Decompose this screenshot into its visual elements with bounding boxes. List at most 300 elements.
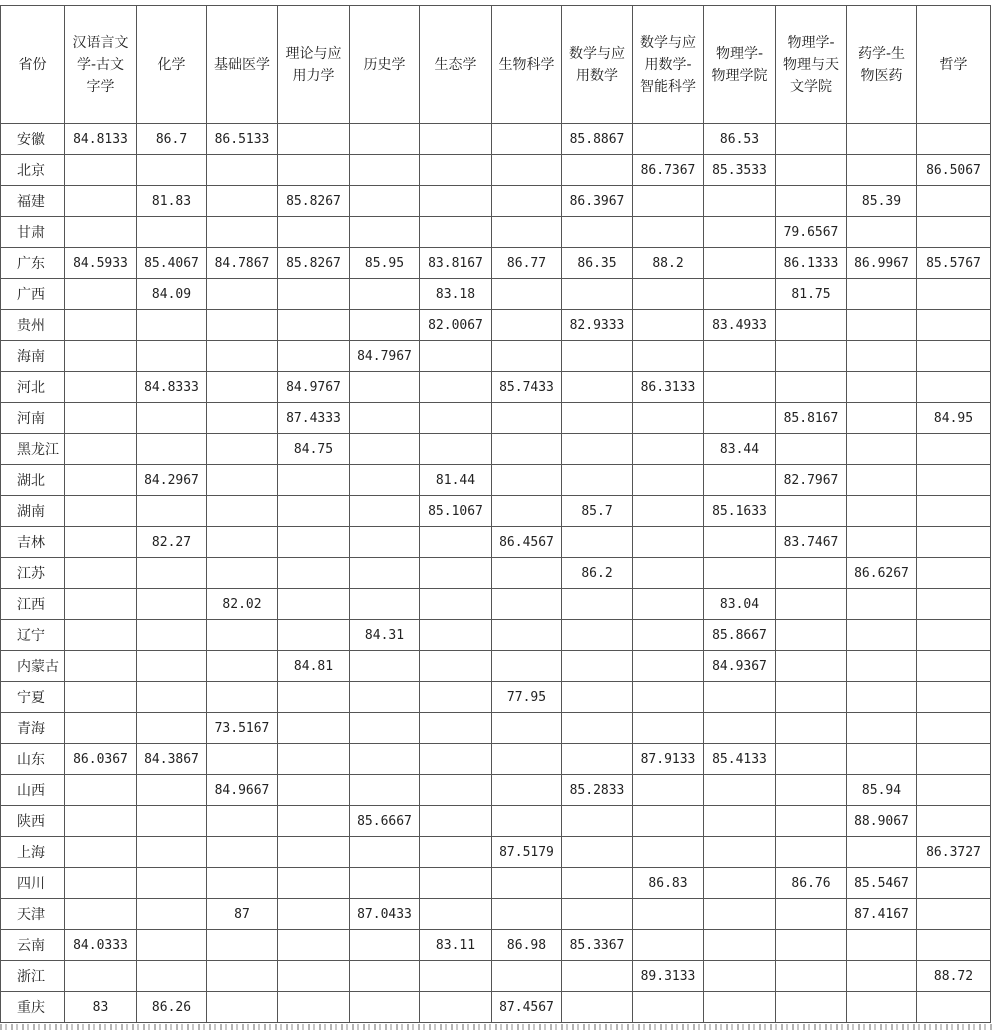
score-cell — [65, 341, 137, 372]
score-cell — [633, 620, 704, 651]
score-cell — [776, 558, 847, 589]
score-cell — [350, 434, 420, 465]
score-cell — [137, 899, 207, 930]
score-cell — [704, 682, 776, 713]
score-cell — [847, 465, 917, 496]
score-cell — [562, 713, 633, 744]
column-header: 物理学-物理学院 — [704, 6, 776, 124]
score-cell: 85.1067 — [420, 496, 492, 527]
score-cell — [704, 961, 776, 992]
score-cell — [65, 899, 137, 930]
score-cell — [704, 341, 776, 372]
score-cell — [420, 992, 492, 1023]
score-cell — [776, 124, 847, 155]
score-cell — [278, 713, 350, 744]
score-cell — [137, 341, 207, 372]
score-cell — [350, 217, 420, 248]
score-cell — [207, 868, 278, 899]
score-cell — [278, 124, 350, 155]
table-row — [1, 868, 991, 899]
score-cell — [633, 403, 704, 434]
score-cell — [207, 186, 278, 217]
score-cell — [847, 434, 917, 465]
score-cell — [847, 496, 917, 527]
score-cell — [350, 155, 420, 186]
score-cell — [207, 434, 278, 465]
score-cell — [137, 961, 207, 992]
score-cell — [65, 155, 137, 186]
score-cell — [420, 837, 492, 868]
score-cell — [847, 527, 917, 558]
score-cell — [847, 279, 917, 310]
score-cell — [704, 248, 776, 279]
score-cell — [350, 930, 420, 961]
score-cell — [847, 155, 917, 186]
province-cell: 福建 — [1, 186, 65, 217]
score-cell — [633, 930, 704, 961]
table-row — [1, 124, 991, 155]
score-cell — [492, 868, 562, 899]
score-cell — [704, 868, 776, 899]
score-cell — [633, 806, 704, 837]
column-header: 数学与应用数学-智能科学 — [633, 6, 704, 124]
score-cell — [65, 372, 137, 403]
score-cell — [350, 682, 420, 713]
table-row — [1, 279, 991, 310]
score-cell — [847, 372, 917, 403]
province-cell: 吉林 — [1, 527, 65, 558]
table-row — [1, 620, 991, 651]
table-row — [1, 310, 991, 341]
score-cell — [776, 620, 847, 651]
score-cell — [847, 744, 917, 775]
score-cell — [207, 558, 278, 589]
table-row — [1, 713, 991, 744]
score-cell — [917, 372, 991, 403]
score-cell — [65, 217, 137, 248]
score-cell: 83.44 — [704, 434, 776, 465]
score-cell: 82.9333 — [562, 310, 633, 341]
score-cell — [562, 155, 633, 186]
score-cell — [704, 837, 776, 868]
score-cell — [278, 837, 350, 868]
score-cell — [776, 930, 847, 961]
score-cell: 84.75 — [278, 434, 350, 465]
score-cell: 86.53 — [704, 124, 776, 155]
score-cell: 87 — [207, 899, 278, 930]
score-cell — [350, 496, 420, 527]
score-cell — [562, 806, 633, 837]
score-cell — [847, 403, 917, 434]
score-cell — [137, 496, 207, 527]
table-header — [1, 6, 991, 124]
score-cell — [492, 558, 562, 589]
score-cell — [65, 465, 137, 496]
score-cell — [65, 868, 137, 899]
score-cell: 81.83 — [137, 186, 207, 217]
score-cell — [633, 310, 704, 341]
score-cell — [704, 713, 776, 744]
score-cell: 82.7967 — [776, 465, 847, 496]
score-cell — [776, 434, 847, 465]
score-cell — [137, 217, 207, 248]
score-cell — [137, 713, 207, 744]
score-cell: 84.81 — [278, 651, 350, 682]
score-cell: 81.44 — [420, 465, 492, 496]
score-cell — [65, 527, 137, 558]
score-cell — [776, 744, 847, 775]
score-cell: 85.4133 — [704, 744, 776, 775]
province-cell: 广东 — [1, 248, 65, 279]
score-cell — [137, 682, 207, 713]
score-cell — [633, 186, 704, 217]
score-cell — [207, 961, 278, 992]
score-cell: 89.3133 — [633, 961, 704, 992]
score-cell — [207, 992, 278, 1023]
score-cell — [492, 186, 562, 217]
score-cell — [420, 558, 492, 589]
table-row — [1, 651, 991, 682]
score-cell — [704, 403, 776, 434]
score-cell — [420, 589, 492, 620]
score-cell: 85.7 — [562, 496, 633, 527]
score-cell: 86.76 — [776, 868, 847, 899]
score-cell — [207, 930, 278, 961]
score-cell — [278, 744, 350, 775]
score-cell — [420, 217, 492, 248]
score-cell — [207, 403, 278, 434]
score-cell: 87.4567 — [492, 992, 562, 1023]
score-cell — [562, 589, 633, 620]
score-cell — [207, 217, 278, 248]
score-cell: 83.8167 — [420, 248, 492, 279]
score-cell — [420, 713, 492, 744]
score-cell — [420, 341, 492, 372]
score-cell — [633, 899, 704, 930]
score-cell: 84.31 — [350, 620, 420, 651]
score-cell — [917, 775, 991, 806]
score-cell — [137, 930, 207, 961]
score-cell — [420, 868, 492, 899]
score-cell — [562, 620, 633, 651]
score-cell — [633, 496, 704, 527]
score-cell — [633, 527, 704, 558]
score-cell — [350, 310, 420, 341]
score-cell: 86.5133 — [207, 124, 278, 155]
score-cell: 73.5167 — [207, 713, 278, 744]
score-cell — [633, 341, 704, 372]
score-cell — [278, 279, 350, 310]
score-cell — [847, 217, 917, 248]
province-cell: 北京 — [1, 155, 65, 186]
score-cell — [350, 992, 420, 1023]
score-cell — [137, 806, 207, 837]
score-cell — [65, 403, 137, 434]
score-cell: 85.95 — [350, 248, 420, 279]
score-cell — [492, 620, 562, 651]
score-cell — [65, 434, 137, 465]
score-cell: 82.0067 — [420, 310, 492, 341]
score-cell — [492, 899, 562, 930]
score-cell: 88.72 — [917, 961, 991, 992]
score-cell — [420, 744, 492, 775]
province-cell: 四川 — [1, 868, 65, 899]
column-header: 生物科学 — [492, 6, 562, 124]
score-cell: 88.2 — [633, 248, 704, 279]
province-cell: 重庆 — [1, 992, 65, 1023]
column-header: 生态学 — [420, 6, 492, 124]
score-cell — [776, 961, 847, 992]
table-row — [1, 961, 991, 992]
score-cell — [917, 589, 991, 620]
score-cell: 84.09 — [137, 279, 207, 310]
score-cell: 86.9967 — [847, 248, 917, 279]
score-cell — [776, 806, 847, 837]
score-cell — [65, 651, 137, 682]
score-cell — [278, 558, 350, 589]
score-cell — [137, 837, 207, 868]
score-cell — [562, 434, 633, 465]
score-cell — [350, 651, 420, 682]
score-cell — [847, 961, 917, 992]
score-cell — [278, 589, 350, 620]
score-cell: 83.7467 — [776, 527, 847, 558]
score-cell — [633, 434, 704, 465]
score-cell — [633, 124, 704, 155]
score-cell — [278, 930, 350, 961]
table-row — [1, 496, 991, 527]
score-cell — [917, 651, 991, 682]
score-cell — [776, 372, 847, 403]
score-cell — [278, 992, 350, 1023]
score-cell — [917, 682, 991, 713]
score-cell — [350, 744, 420, 775]
score-cell: 84.7867 — [207, 248, 278, 279]
score-cell: 88.9067 — [847, 806, 917, 837]
score-cell — [278, 496, 350, 527]
score-cell: 81.75 — [776, 279, 847, 310]
score-cell — [420, 899, 492, 930]
score-cell — [633, 992, 704, 1023]
score-cell — [633, 651, 704, 682]
score-cell — [917, 341, 991, 372]
cropped-text-strip — [0, 1024, 994, 1030]
score-cell — [917, 279, 991, 310]
score-cell — [847, 589, 917, 620]
score-cell — [633, 217, 704, 248]
score-cell — [207, 496, 278, 527]
score-cell — [917, 496, 991, 527]
score-cell — [137, 620, 207, 651]
score-cell — [847, 930, 917, 961]
score-cell: 83.04 — [704, 589, 776, 620]
score-cell: 86.3967 — [562, 186, 633, 217]
table-row — [1, 589, 991, 620]
score-cell: 84.95 — [917, 403, 991, 434]
score-cell: 84.8133 — [65, 124, 137, 155]
province-cell: 山西 — [1, 775, 65, 806]
score-cell — [278, 527, 350, 558]
score-cell — [350, 868, 420, 899]
table-row — [1, 837, 991, 868]
score-cell — [137, 775, 207, 806]
score-cell — [492, 310, 562, 341]
score-cell — [492, 589, 562, 620]
score-cell: 83.4933 — [704, 310, 776, 341]
table-body — [1, 124, 991, 1023]
score-cell: 85.5767 — [917, 248, 991, 279]
score-cell: 85.2833 — [562, 775, 633, 806]
score-cell — [278, 310, 350, 341]
score-cell — [65, 496, 137, 527]
score-cell — [704, 806, 776, 837]
score-cell — [776, 837, 847, 868]
score-cell — [917, 434, 991, 465]
score-cell — [917, 558, 991, 589]
score-cell — [562, 372, 633, 403]
score-cell — [278, 775, 350, 806]
score-cell — [704, 775, 776, 806]
score-cell — [65, 558, 137, 589]
score-cell — [350, 186, 420, 217]
score-cell — [562, 279, 633, 310]
score-cell — [350, 124, 420, 155]
score-cell — [562, 217, 633, 248]
score-cell — [420, 527, 492, 558]
column-header: 哲学 — [917, 6, 991, 124]
score-cell — [492, 341, 562, 372]
score-cell — [562, 961, 633, 992]
score-cell — [704, 992, 776, 1023]
score-cell: 85.7433 — [492, 372, 562, 403]
score-cell — [207, 155, 278, 186]
score-cell — [492, 465, 562, 496]
score-cell — [492, 403, 562, 434]
score-cell — [704, 279, 776, 310]
column-header: 历史学 — [350, 6, 420, 124]
score-cell: 86.7367 — [633, 155, 704, 186]
score-cell — [633, 837, 704, 868]
score-cell — [137, 403, 207, 434]
province-cell: 云南 — [1, 930, 65, 961]
province-cell: 山东 — [1, 744, 65, 775]
province-cell: 黑龙江 — [1, 434, 65, 465]
score-cell: 85.39 — [847, 186, 917, 217]
score-cell — [562, 744, 633, 775]
score-cell — [207, 372, 278, 403]
score-cell: 87.4167 — [847, 899, 917, 930]
score-cell: 83.11 — [420, 930, 492, 961]
score-cell: 84.9667 — [207, 775, 278, 806]
score-cell: 86.5067 — [917, 155, 991, 186]
score-cell — [917, 124, 991, 155]
score-cell — [633, 775, 704, 806]
score-cell — [917, 992, 991, 1023]
score-cell — [917, 744, 991, 775]
score-cell — [847, 620, 917, 651]
score-cell — [776, 651, 847, 682]
score-cell — [847, 310, 917, 341]
score-cell — [207, 279, 278, 310]
score-cell — [278, 341, 350, 372]
table-row — [1, 434, 991, 465]
table-row — [1, 744, 991, 775]
score-cell — [350, 372, 420, 403]
score-cell — [847, 124, 917, 155]
score-cell — [207, 682, 278, 713]
score-cell — [562, 465, 633, 496]
score-cell — [65, 775, 137, 806]
score-cell: 77.95 — [492, 682, 562, 713]
table-row — [1, 775, 991, 806]
score-cell: 86.26 — [137, 992, 207, 1023]
score-cell — [420, 155, 492, 186]
score-cell — [420, 186, 492, 217]
score-cell: 86.35 — [562, 248, 633, 279]
score-cell: 85.8867 — [562, 124, 633, 155]
province-cell: 广西 — [1, 279, 65, 310]
score-cell — [137, 558, 207, 589]
score-cell: 79.6567 — [776, 217, 847, 248]
score-cell — [776, 775, 847, 806]
score-cell — [492, 961, 562, 992]
score-cell: 84.9767 — [278, 372, 350, 403]
score-cell — [704, 465, 776, 496]
score-cell: 84.3867 — [137, 744, 207, 775]
score-cell — [278, 961, 350, 992]
province-cell: 宁夏 — [1, 682, 65, 713]
table-row — [1, 217, 991, 248]
score-cell: 86.1333 — [776, 248, 847, 279]
score-cell — [917, 527, 991, 558]
score-cell — [562, 682, 633, 713]
score-cell — [917, 806, 991, 837]
table-row — [1, 527, 991, 558]
score-cell: 85.8267 — [278, 248, 350, 279]
score-cell: 82.02 — [207, 589, 278, 620]
score-cell — [776, 341, 847, 372]
score-cell — [65, 713, 137, 744]
province-cell: 湖南 — [1, 496, 65, 527]
score-cell — [278, 155, 350, 186]
table-row — [1, 403, 991, 434]
score-cell: 85.3533 — [704, 155, 776, 186]
score-cell — [492, 713, 562, 744]
table-row — [1, 992, 991, 1023]
score-cell: 86.98 — [492, 930, 562, 961]
score-cell — [350, 961, 420, 992]
table-row — [1, 806, 991, 837]
province-cell: 陕西 — [1, 806, 65, 837]
score-cell — [207, 806, 278, 837]
score-cell — [65, 279, 137, 310]
score-cell — [492, 651, 562, 682]
province-cell: 甘肃 — [1, 217, 65, 248]
score-cell — [420, 403, 492, 434]
score-cell — [65, 806, 137, 837]
score-cell — [420, 620, 492, 651]
score-cell — [137, 155, 207, 186]
score-cell — [350, 403, 420, 434]
score-cell — [776, 992, 847, 1023]
score-cell: 85.94 — [847, 775, 917, 806]
table-row — [1, 155, 991, 186]
score-cell: 84.5933 — [65, 248, 137, 279]
score-cell — [207, 341, 278, 372]
score-cell — [917, 899, 991, 930]
score-cell: 85.8167 — [776, 403, 847, 434]
score-cell — [847, 992, 917, 1023]
